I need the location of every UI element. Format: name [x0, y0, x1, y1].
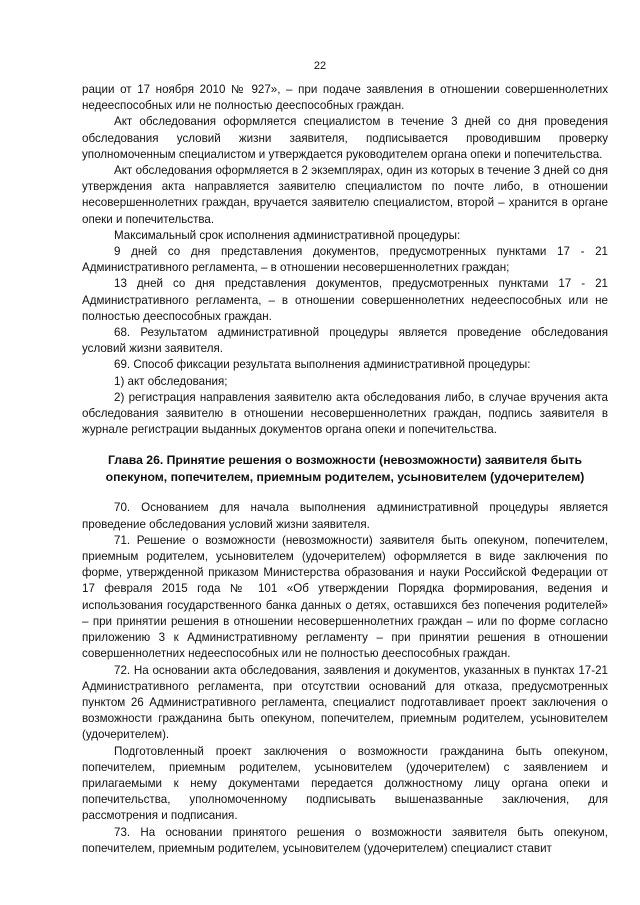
paragraph: Подготовленный проект заключения о возможности гражданина быть опекуном, попечителем, приемным родителем, усыновителем (удочерителем) с заявлением и прилагаемыми к нему документами передается должностному лицу органа опеки и попечительства, уполномоченному подписывать вышеназванные заключения, для рассмотрения и подписания. [82, 744, 608, 823]
paragraph: 71. Решение о возможности (невозможности) заявителя быть опекуном, попечителем, приемным родителем, усыновителем (удочерителем) оформляется в виде заключения по форме, утвержденной приказом Министерства образования и науки Российской Федерации от 17 февраля 2015 года № 101 «Об утверждении Порядка формирования, ведения и использования государственного банка данных о детях, оставшихся без попечения родителей» – при принятии решения в отношении несовершеннолетних граждан – или по форме согласно приложению 3 к Административному регламенту – при принятии решения в отношении совершеннолетних недееспособных или не полностью дееспособных граждан. [82, 533, 608, 661]
paragraph: 73. На основании принятого решения о возможности заявителя быть опекуном, попечителем, приемным родителем, усыновителем (удочерителем) специалист ставит [82, 825, 608, 855]
page-number: 22 [313, 60, 327, 72]
paragraph: Акт обследования оформляется специалистом в течение 3 дней со дня проведения обследования условий жизни заявителя, подписывается проводившим проверку уполномоченным специалистом и утверждается руководителем органа опеки и попечительства. [82, 115, 608, 161]
paragraph: 13 дней со дня представления документов, предусмотренных пунктами 17 - 21 Административного регламента, – в отношении совершеннолетних недееспособных или не полностью дееспособных граждан. [82, 277, 608, 323]
document-body [82, 82, 608, 857]
paragraph: 1) акт обследования; [114, 374, 228, 388]
paragraph: 70. Основанием для начала выполнения административной процедуры является проведение обследования условий жизни заявителя. [82, 501, 608, 531]
paragraph: 2) регистрация направления заявителю акта обследования либо, в случае вручения акта обследования заявителю в отношении несовершеннолетних граждан, подпись заявителя в журнале регистрации выданных документов органа опеки и попечительства. [82, 390, 608, 437]
chapter-heading: Глава 26. Принятие решения о возможности (невозможности) заявителя быть опекуном, попечителем, приемным родителем, усыновителем (удочерителем) [105, 453, 585, 485]
paragraph: Акт обследования оформляется в 2 экземплярах, один из которых в течение 3 дней со дня утверждения акта направляется заявителю специалистом по почте либо, в отношении несовершеннолетних граждан, вручается заявителю специалистом, второй – хранится в органе опеки и попечительства. [82, 164, 608, 226]
paragraph: 9 дней со дня представления документов, предусмотренных пунктами 17 - 21 Административного регламента, – в отношении несовершеннолетних граждан; [82, 245, 608, 275]
paragraph: 69. Способ фиксации результата выполнения административной процедуры: [114, 358, 531, 372]
paragraph: 72. На основании акта обследования, заявления и документов, указанных в пунктах 17-21 Административного регламента, при отсутствии оснований для отказа, предусмотренных пунктом 26 Административного регламента, специалист подготавливает проект заключения о возможности гражданина быть опекуном, попечителем, приемным родителем, усыновителем (удочерителем). [82, 663, 608, 742]
paragraph: 68. Результатом административной процедуры является проведение обследования условий жизни заявителя. [82, 326, 608, 356]
paragraph: Максимальный срок исполнения административной процедуры: [114, 228, 461, 242]
paragraph: рации от 17 ноября 2010 № 927», – при подаче заявления в отношении совершеннолетних недееспособных или не полностью дееспособных граждан. [82, 83, 608, 113]
